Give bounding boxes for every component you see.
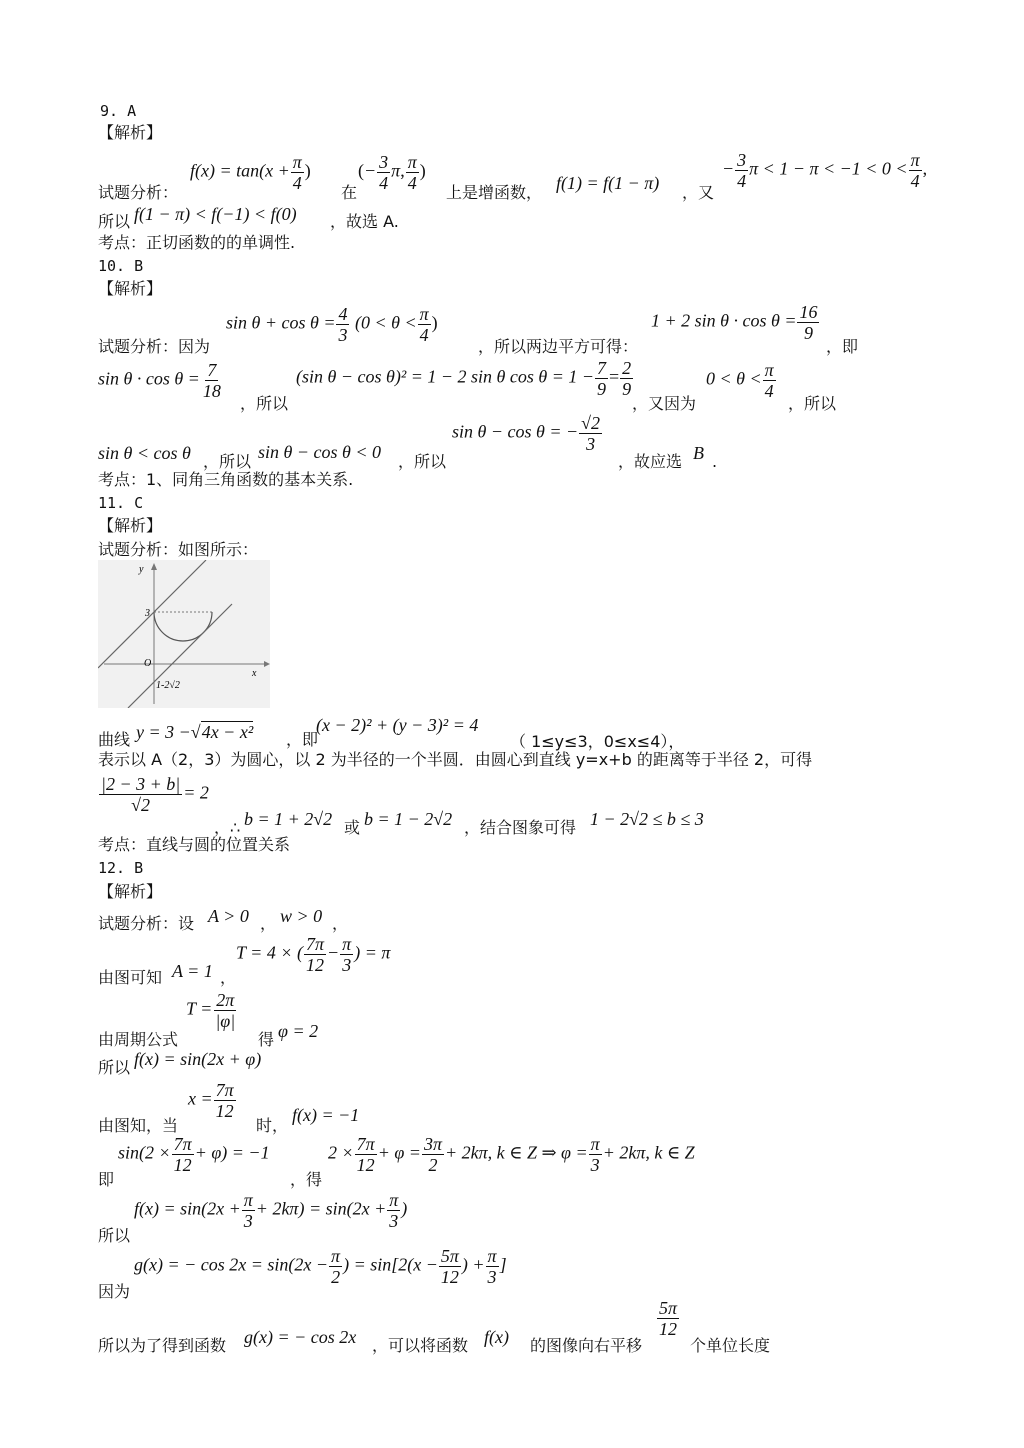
q11-lead: 试题分析：如图所示： — [98, 540, 259, 559]
q10-text-end: ，故应选 — [618, 452, 683, 471]
q12-formula-g2: g(x) = − cos 2x — [244, 1327, 357, 1347]
q11-formula-curve: y = 3 −√4x − x² — [136, 722, 254, 742]
q9-kaodian: 考点：正切函数的的单调性. — [98, 233, 296, 252]
q10-formula-lt0: sin θ − cos θ < 0 — [258, 442, 381, 462]
q11-graph-intercept: 1-2√2 — [156, 680, 180, 691]
q11-formula-distance: $\frac{|2 - 3 + b|}{√2}$ = 2 — [101, 774, 209, 815]
q10-text-square: ，所以两边平方可得： — [478, 337, 639, 356]
q12-formula-w: w > 0 — [280, 906, 323, 926]
q9-text-zai: 在 — [341, 183, 358, 202]
q12-line9-text: 所以为了得到函数 — [98, 1336, 227, 1355]
q12-formula-f: f(x) = sin(2x + φ) — [134, 1049, 262, 1069]
q10-answer-letter: B — [693, 443, 704, 463]
q9-formula-f1: f(1) = f(1 − π) — [556, 173, 660, 193]
q9-formula-tan: f(x) = tan(x + $\frac{\pi}{4}$ ) — [190, 152, 311, 193]
q11-formula-circle: (x − 2)² + (y − 3)² = 4 — [316, 715, 479, 735]
q10-formula-diff-square: (sin θ − cos θ)² = 1 − 2 sin θ cos θ = 1 − $\frac{7}{9}$ = $\frac{2}{9}$ — [296, 358, 632, 399]
q11-line2: 表示以 A（2，3）为圆心，以 2 为半径的一个半圆．由圆心到直线 y=x+b 的距离等于半径 2，可得 — [98, 750, 813, 769]
q11-graph-tick-3: 3 — [145, 608, 150, 619]
q10-text-suoyi4: ，所以 — [398, 452, 447, 471]
q12-line7-text: 所以 — [98, 1226, 131, 1245]
q12-line3-text: 由周期公式 — [98, 1030, 179, 1049]
q9-text-increasing: 上是增函数， — [446, 183, 543, 202]
q12-text-unit: 个单位长度 — [690, 1336, 771, 1355]
q11-text-ji: ，即 — [286, 730, 319, 749]
q12-formula-period: T = 4 × ( $\frac{7\pi}{12}$ − $\frac{\pi}{3}$ ) = π — [236, 934, 391, 975]
q12-formula-x: x = $\frac{7\pi}{12}$ — [188, 1080, 234, 1121]
q10-number: 10. B — [98, 257, 144, 275]
q9-analysis-tag: 【解析】 — [98, 123, 163, 142]
q11-text-quxian: 曲线 — [98, 730, 131, 749]
q10-kaodian: 考点：1、同角三角函数的基本关系. — [98, 470, 354, 489]
q11-text-or: 或 — [344, 818, 361, 837]
q10-text-suoyi: ，所以 — [240, 394, 289, 413]
q12-formula-fx: f(x) — [484, 1327, 509, 1347]
q11-graph-origin: O — [144, 658, 152, 669]
q10-formula-range: 0 < θ < $\frac{\pi}{4}$ — [706, 360, 774, 401]
q12-formula-phi: 2 × $\frac{7\pi}{12}$ + φ = $\frac{3\pi}{2}$ + 2kπ, k ∈ Z ⇒ φ = $\frac{\pi}{3}$ + 2kπ, k ∈ Z — [328, 1134, 695, 1175]
q12-text-k: ，可以将函数 — [372, 1336, 469, 1355]
q12-line8-text: 因为 — [98, 1282, 131, 1301]
q11-graph-y-label: y — [139, 564, 144, 575]
q12-comma3: ， — [220, 968, 237, 987]
q10-formula-square: 1 + 2 sin θ · cos θ = $\frac{16}{9}$ — [651, 302, 818, 343]
q12-text-shi: 时， — [256, 1116, 289, 1135]
q9-text-suoyi: 所以 — [98, 212, 131, 231]
q12-formula-sin-eq: sin(2 × $\frac{7\pi}{12}$ + φ) = −1 — [118, 1134, 270, 1175]
q12-formula-A1: A = 1 — [172, 961, 213, 981]
q10-formula-lt: sin θ < cos θ — [98, 443, 191, 463]
q10-formula-result: sin θ − cos θ = − $\frac{√2}{3}$ — [452, 413, 601, 454]
q10-text-suoyi2: ，所以 — [788, 394, 837, 413]
q10-lead: 试题分析：因为 — [98, 337, 211, 356]
q12-formula-period-def: T = $\frac{2\pi}{|\varphi|}$ — [186, 990, 236, 1031]
q11-range: （ 1≤y≤3，0≤x≤4）， — [510, 732, 685, 751]
q12-formula-fm1: f(x) = −1 — [292, 1105, 360, 1125]
q11-kaodian: 考点：直线与圆的位置关系 — [98, 835, 291, 854]
q9-text-end: ，故选 A. — [330, 212, 399, 231]
q12-line5-text: 由图知，当 — [98, 1116, 179, 1135]
q12-formula-a: A > 0 — [208, 906, 249, 926]
q10-formula-sum: sin θ + cos θ = $\frac{4}{3}$ (0 < θ < $\frac{\pi}{4}$ ) — [226, 304, 438, 345]
q12-lead: 试题分析：设 — [98, 914, 195, 933]
q10-formula-product: sin θ · cos θ = $\frac{7}{18}$ — [98, 360, 221, 401]
q12-formula-omega: φ = 2 — [278, 1021, 319, 1041]
q11-number: 11. C — [98, 494, 144, 512]
q12-comma1: ， — [260, 914, 277, 933]
q9-inequality: − $\frac{3}{4}$ π < 1 − π < −1 < 0 < $\frac{\pi}{4}$ , — [722, 150, 928, 191]
q12-formula-g: g(x) = − cos 2x = sin(2x − $\frac{\pi}{2}$ ) = sin[2(x − $\frac{5\pi}{12}$ ) + $\frac{\pi}{3}$ ] — [134, 1246, 507, 1287]
q9-text-you: ，又 — [682, 183, 715, 202]
q12-formula-shift: $\frac{5\pi}{12}$ — [659, 1298, 678, 1339]
q9-lead: 试题分析： — [98, 183, 179, 202]
q11-graph — [98, 560, 270, 708]
q10-text-ji: ，即 — [826, 337, 859, 356]
q12-text-de2: ，得 — [290, 1170, 323, 1189]
q10-text-dot: . — [712, 452, 718, 471]
q11-graph-x-label: x — [252, 668, 257, 679]
q10-text-youyinwei: ，又因为 — [632, 394, 697, 413]
q10-analysis-tag: 【解析】 — [98, 279, 163, 298]
q12-line2-text: 由图可知 — [98, 968, 163, 987]
q12-formula-f-final: f(x) = sin(2x + $\frac{\pi}{3}$ + 2kπ) = sin(2x + $\frac{\pi}{3}$ ) — [134, 1190, 408, 1231]
q11-text-jh: ，结合图象可得 — [464, 818, 577, 837]
q9-formula-conclusion: f(1 − π) < f(−1) < f(0) — [134, 204, 297, 224]
q11-formula-b2: b = 1 − 2√2 — [364, 809, 453, 829]
q11-text-so: ，∴ — [214, 818, 241, 837]
q11-formula-range: 1 − 2√2 ≤ b ≤ 3 — [590, 809, 704, 829]
q12-analysis-tag: 【解析】 — [98, 882, 163, 901]
q12-number: 12. B — [98, 859, 144, 877]
q9-interval: (− $\frac{3}{4}$ π, $\frac{\pi}{4}$ ) — [358, 152, 426, 193]
q10-text-suoyi3: ，所以 — [203, 452, 252, 471]
q12-comma2: ， — [332, 914, 349, 933]
q11-formula-b1: b = 1 + 2√2 — [244, 809, 333, 829]
q9-number: 9. A — [100, 102, 137, 120]
q12-line6-text: 即 — [98, 1170, 115, 1189]
q12-text-move: 的图像向右平移 — [530, 1336, 643, 1355]
q12-text-de: 得 — [258, 1030, 275, 1049]
q11-analysis-tag: 【解析】 — [98, 516, 163, 535]
q12-line4-text: 所以 — [98, 1058, 131, 1077]
